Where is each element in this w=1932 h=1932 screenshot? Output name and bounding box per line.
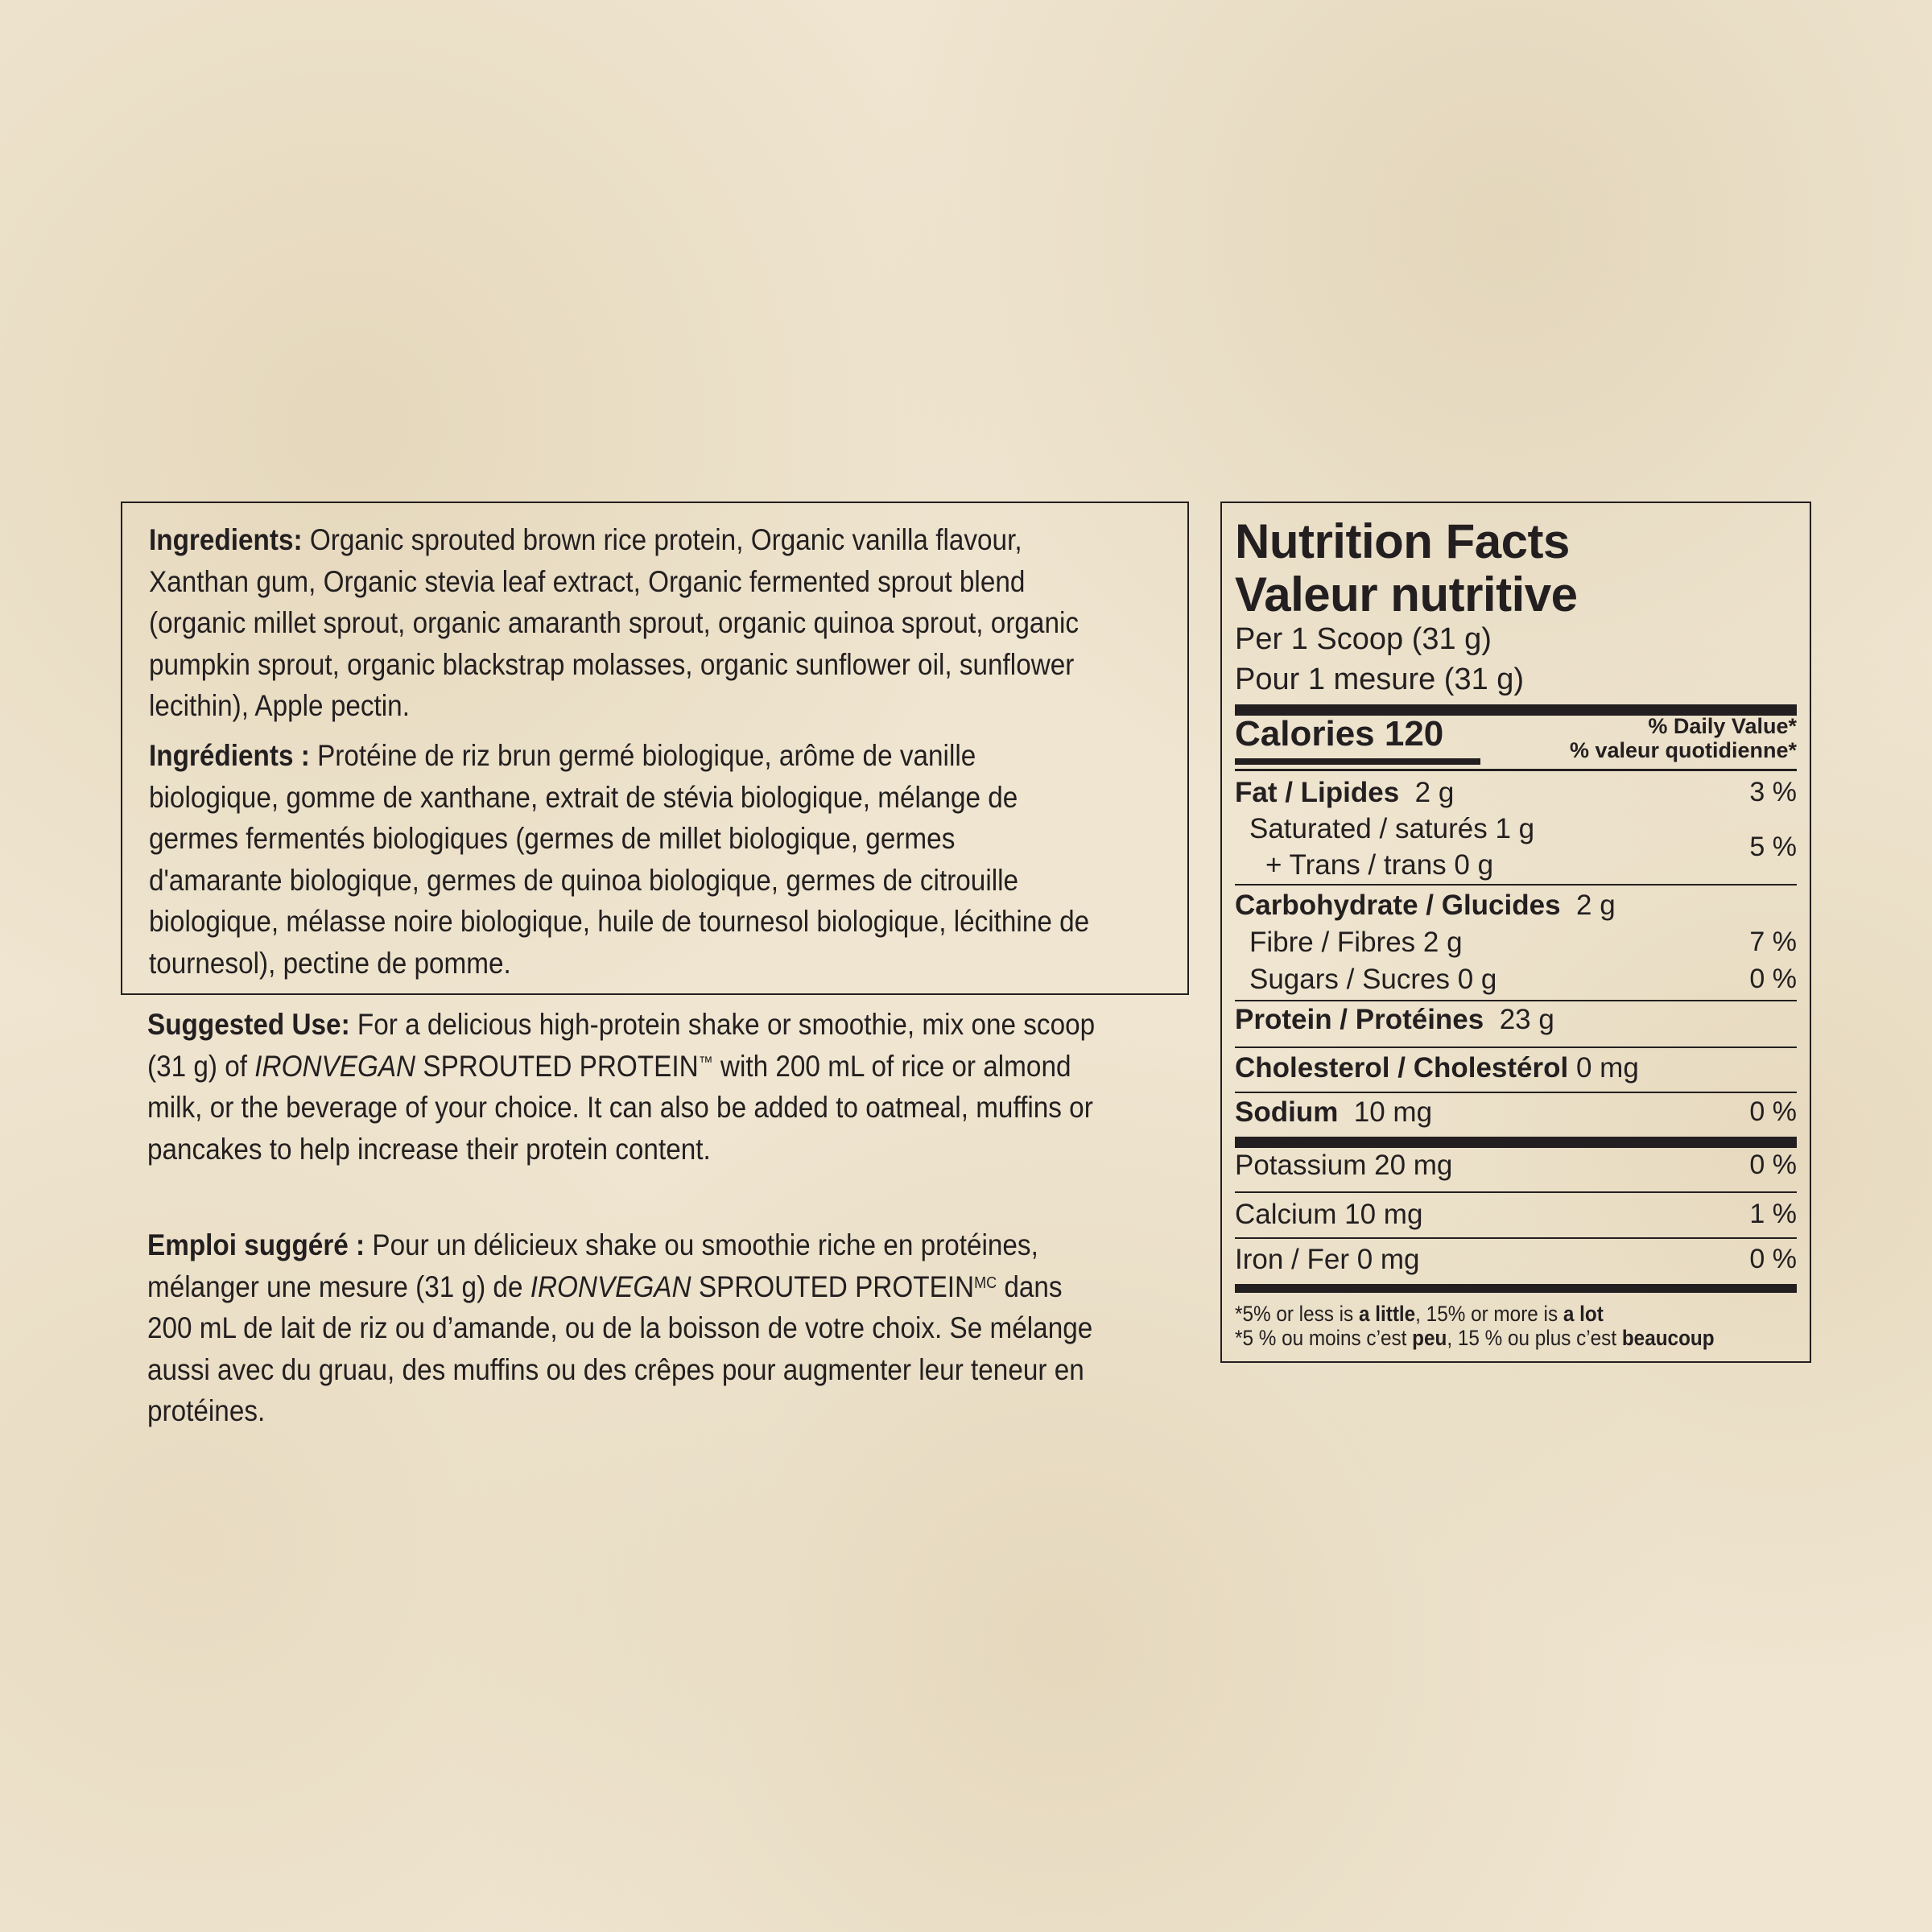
sugars-pct: 0 %: [1749, 964, 1797, 994]
cholesterol-row: [1235, 1052, 1639, 1084]
daily-value-en: % Daily Value*: [1648, 714, 1797, 738]
suggested-use-en-label: Suggested Use:: [147, 1008, 350, 1041]
iron-pct: 0 %: [1749, 1244, 1797, 1274]
carb-label: Carbohydrate / Glucides: [1235, 890, 1561, 921]
footnote-fr-b: peu: [1412, 1326, 1447, 1350]
ingredients-fr-text: Protéine de riz brun germé biologique, arôme de vanille biologique, gomme de xanthane, extrait de stévia biologique, mélange de germes fermentés biologiques (germes de millet biologique, germes d'amarante biologique, germes de quinoa biologique, germes de citrouille biologique, mélasse noire biologique, huile de tournesol biologique, lécithine de tournesol), pectine de pomme.: [149, 739, 1090, 980]
sugars-label: Sugars / Sucres 0 g: [1249, 964, 1497, 995]
ingredients-en-text: Organic sprouted brown rice protein, Organic vanilla flavour, Xanthan gum, Organic stevia leaf extract, Organic fermented sprout blend (organic millet sprout, organic amaranth sprout, organic quinoa sprout, organic pumpkin sprout, organic blackstrap molasses, organic sunflower oil, sunflower lecithin), Apple pectin.: [149, 523, 1080, 722]
footnote-fr-a: *5 % ou moins c’est: [1235, 1326, 1413, 1350]
suggested-use-en: [147, 1004, 1111, 1170]
protein-label: Protein / Protéines: [1235, 1004, 1484, 1035]
daily-value-fr: % valeur quotidienne*: [1569, 738, 1797, 762]
product-name: SPROUTED PROTEIN: [415, 1049, 699, 1083]
calories-underline: [1235, 758, 1480, 765]
potassium-pct: 0 %: [1749, 1150, 1797, 1180]
rule-protein: [1235, 1046, 1797, 1048]
rule-fat: [1235, 884, 1797, 886]
trademark-mark-fr: MC: [974, 1274, 997, 1292]
trademark-mark: ™: [698, 1053, 713, 1071]
calcium-pct: 1 %: [1749, 1199, 1797, 1229]
cholesterol-amount: 0 mg: [1575, 1052, 1639, 1084]
suggested-use-fr-text-a: Pour un délicieux shake ou smoothie riche en protéines, mélanger une mesure (31 g) de: [147, 1228, 1038, 1303]
footnote-en-d: a lot: [1563, 1302, 1604, 1326]
cholesterol-label: Cholesterol / Cholestérol: [1235, 1052, 1569, 1084]
nutrition-facts-panel: [1220, 502, 1811, 1363]
fat-amount: 2 g: [1414, 777, 1455, 808]
ingredients-fr-label: Ingrédients :: [149, 739, 310, 772]
footnote-fr-c: , 15 % ou plus c’est: [1447, 1326, 1622, 1350]
brand-name: IRONVEGAN: [254, 1049, 416, 1083]
fibre-pct: 7 %: [1749, 927, 1797, 957]
carb-amount: 2 g: [1576, 890, 1616, 921]
brand-name-fr: IRONVEGAN: [530, 1269, 691, 1303]
serving-size-en: Per 1 Scoop (31 g): [1235, 622, 1492, 656]
serving-size-fr: Pour 1 mesure (31 g): [1235, 663, 1525, 696]
rule-potassium: [1235, 1191, 1797, 1193]
potassium-label: Potassium 20 mg: [1235, 1150, 1453, 1181]
ingredients-box: [121, 502, 1189, 995]
carb-row: [1235, 890, 1616, 922]
protein-amount: 23 g: [1499, 1004, 1554, 1035]
sat-trans-pct: 5 %: [1749, 832, 1797, 862]
rule-cholesterol: [1235, 1092, 1797, 1093]
thick-rule-mid: [1235, 1137, 1797, 1148]
fat-row: [1235, 777, 1454, 809]
rule-calcium: [1235, 1237, 1797, 1239]
calories: Calories 120: [1235, 714, 1444, 753]
sodium-row: [1235, 1096, 1432, 1129]
calcium-label: Calcium 10 mg: [1235, 1199, 1423, 1230]
footnote-en-c: , 15% or more is: [1415, 1302, 1563, 1326]
ingredients-fr: [149, 735, 1091, 984]
iron-label: Iron / Fer 0 mg: [1235, 1244, 1420, 1275]
footnote-fr-d: beaucoup: [1621, 1326, 1715, 1350]
ingredients-en: [149, 519, 1091, 727]
suggested-use-en-text-c: with 200 mL of rice or almond milk, or the beverage of your choice. It can also be added to oatmeal, muffins or pancakes to help increase their protein content.: [147, 1049, 1093, 1166]
fibre-label: Fibre / Fibres 2 g: [1249, 927, 1463, 958]
suggested-use-fr-text-c: dans 200 mL de lait de riz ou d’amande, ou de la boisson de votre choix. Se mélange aussi avec du gruau, des muffins ou des crêpes pour augmenter leur teneur en protéines.: [147, 1269, 1093, 1427]
fat-pct: 3 %: [1749, 777, 1797, 807]
nutrition-title-fr: Valeur nutritive: [1235, 568, 1578, 621]
trans-label: + Trans / trans 0 g: [1265, 849, 1494, 881]
suggested-use-fr: [147, 1224, 1111, 1432]
protein-row: [1235, 1004, 1554, 1036]
sodium-amount: 10 mg: [1353, 1096, 1433, 1128]
sodium-label: Sodium: [1235, 1096, 1339, 1128]
saturated-label: Saturated / saturés 1 g: [1249, 813, 1535, 844]
rule-calories: [1235, 769, 1797, 771]
footnote-en-a: *5% or less is: [1235, 1302, 1359, 1326]
ingredients-en-label: Ingredients:: [149, 523, 303, 556]
sodium-pct: 0 %: [1749, 1096, 1797, 1127]
suggested-use-en-text-a: For a delicious high-protein shake or smoothie, mix one scoop (31 g) of: [147, 1008, 1096, 1083]
fat-label: Fat / Lipides: [1235, 777, 1400, 808]
nutrition-title-en: Nutrition Facts: [1235, 514, 1570, 568]
thick-rule-bottom: [1235, 1284, 1797, 1293]
rule-carb: [1235, 1000, 1797, 1001]
footnote-en: [1235, 1302, 1604, 1326]
suggested-use-fr-label: Emploi suggéré :: [147, 1228, 365, 1261]
footnote-fr: [1235, 1326, 1715, 1350]
product-name-fr: SPROUTED PROTEIN: [691, 1269, 975, 1303]
footnote-en-b: a little: [1358, 1302, 1416, 1326]
